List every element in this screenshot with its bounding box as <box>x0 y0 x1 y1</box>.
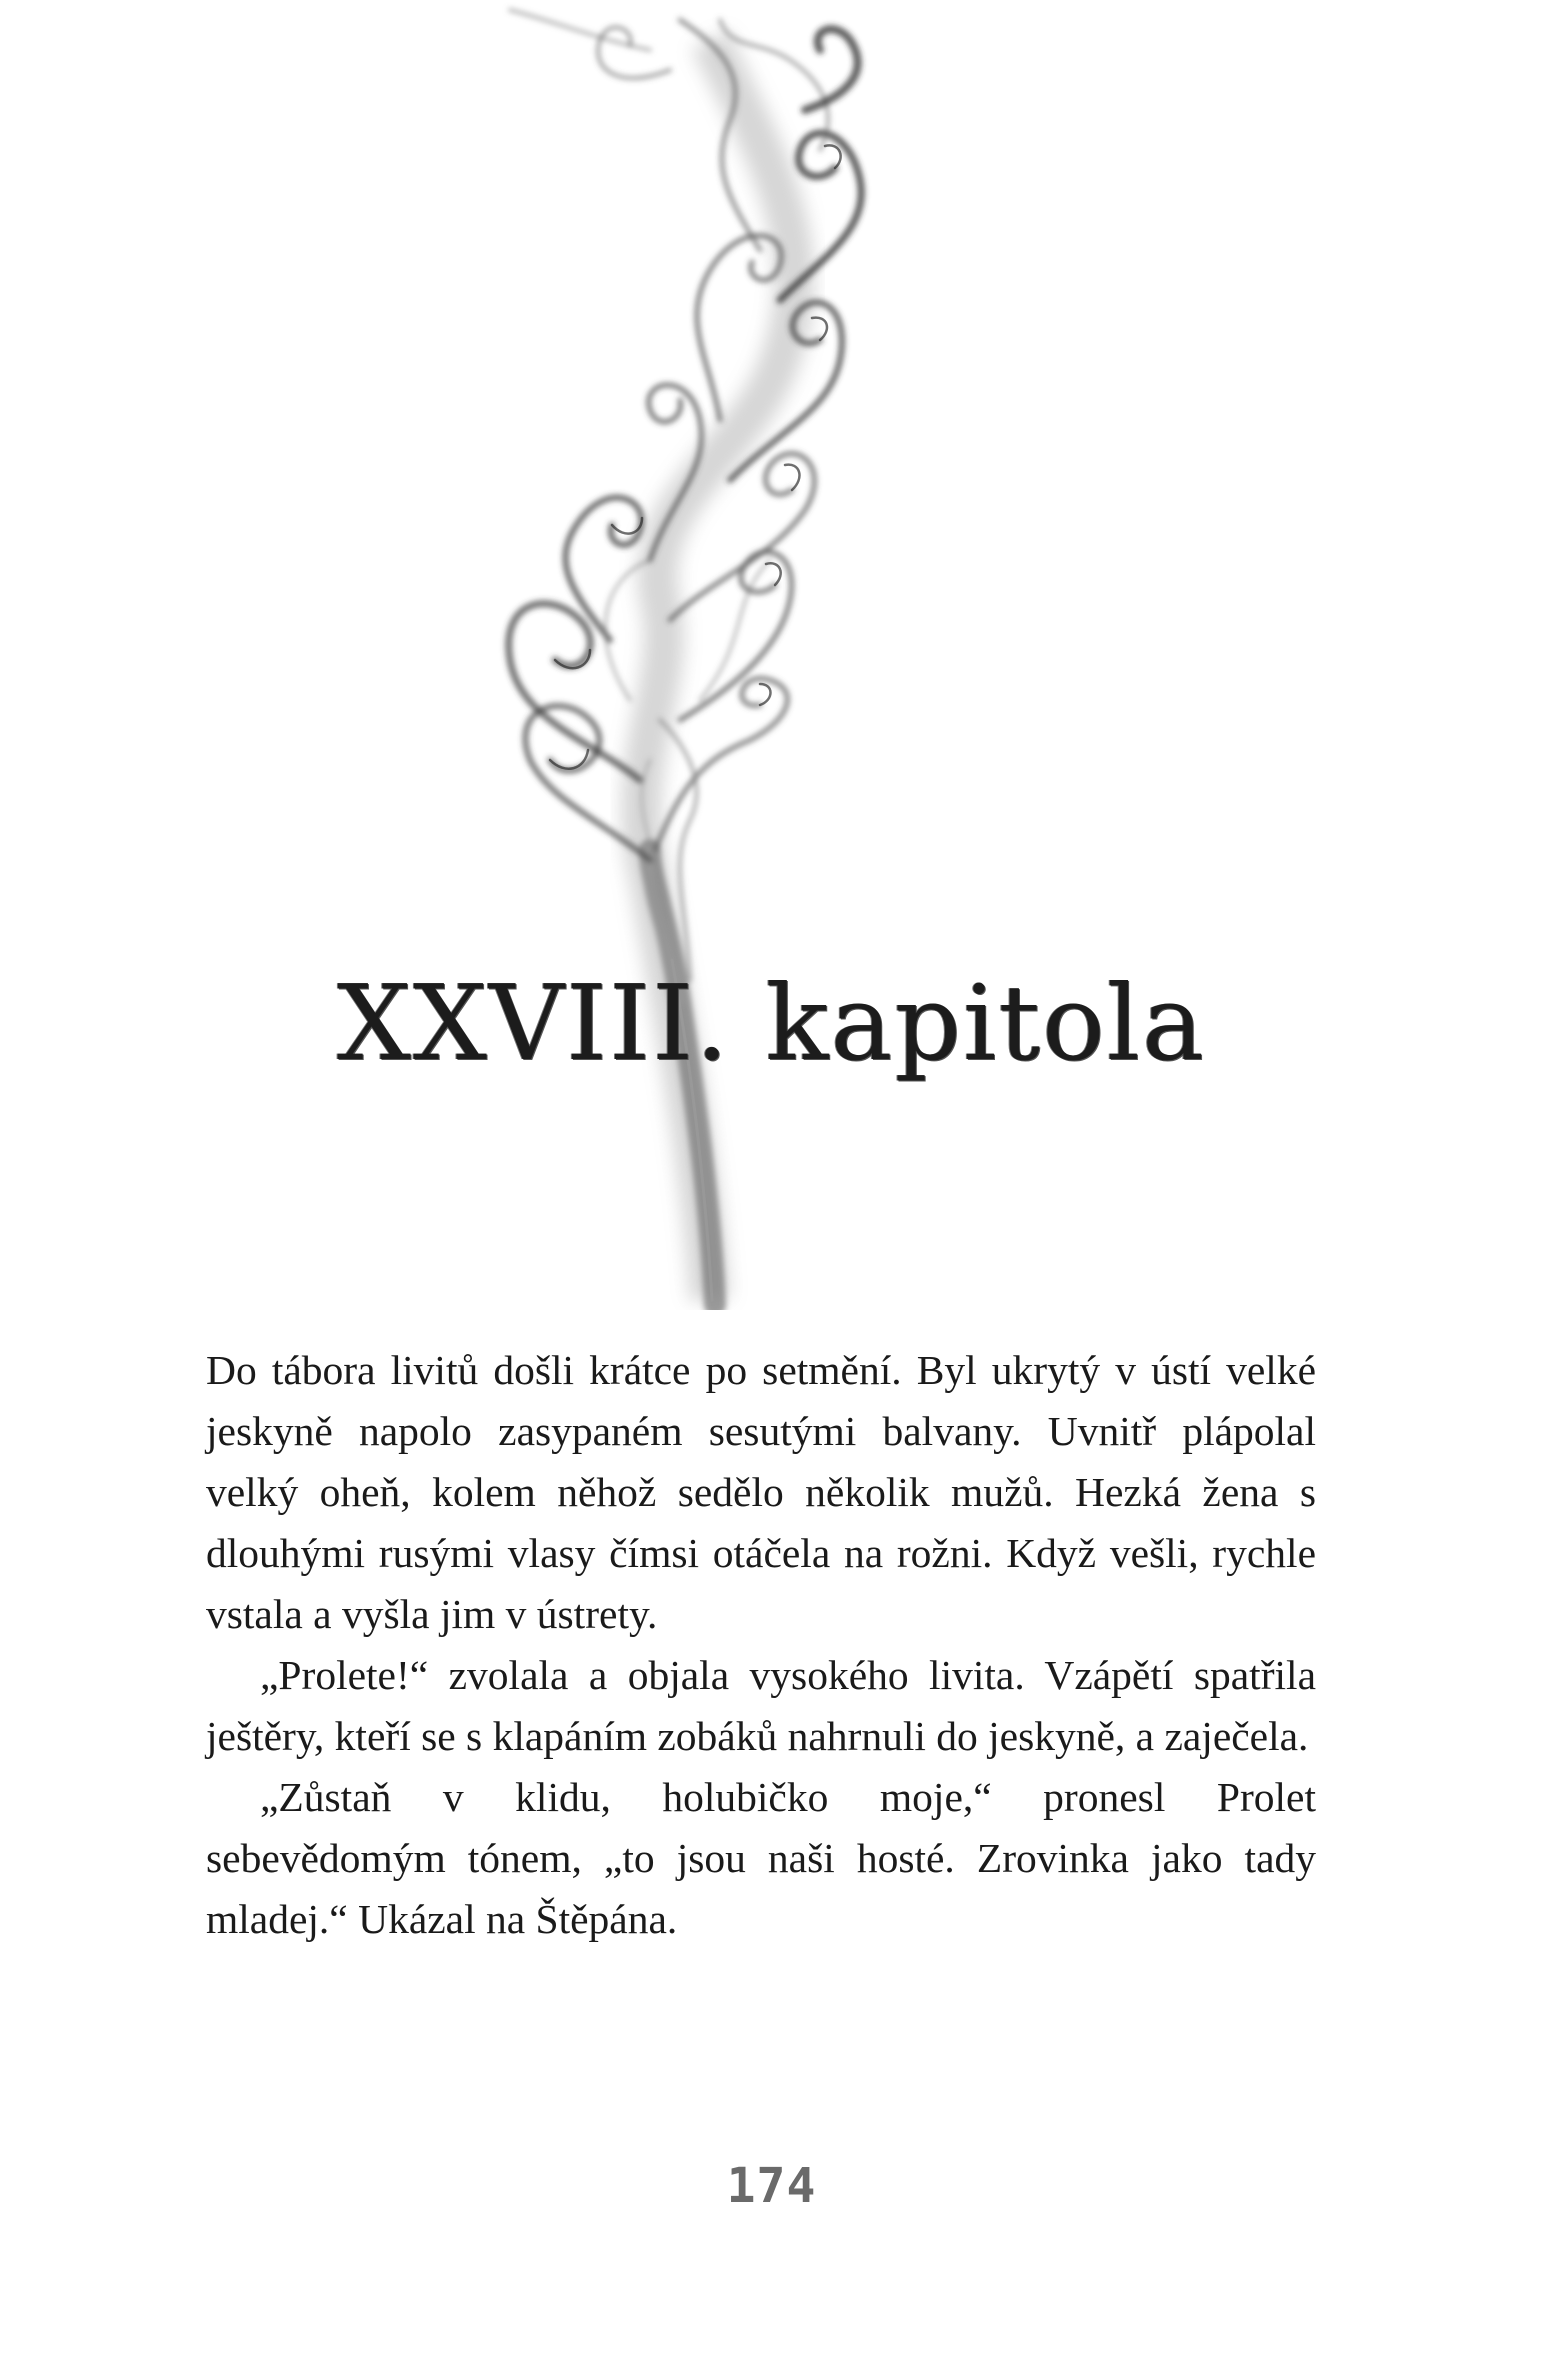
paragraph-1: Do tábora livitů došli krátce po setmění. Byl ukrytý v ústí velké jeskyně napolo zasypaném sesutými balvany. Uvnitř plápolal velký oheň, kolem něhož sedělo několik mužů. Hezká žena s dlouhými rusými vlasy čímsi otáčela na rožni. Když vešli, rychle vstala a vyšla jim v ústrety. <box>206 1347 1316 1637</box>
chapter-body <box>206 1340 1316 1950</box>
page-number: 174 <box>726 2158 817 2214</box>
paragraph-3: „Zůstaň v klidu, holubičko moje,“ pronesl Prolet sebevědomým tónem, „to jsou naši hosté. Zrovinka jako tady mladej.“ Ukázal na Štěpána. <box>206 1774 1316 1942</box>
smoke-illustration <box>350 0 1470 1310</box>
paragraph-2: „Prolete!“ zvolala a objala vysokého livita. Vzápětí spatřila ještěry, kteří se s klapáním zobáků nahrnuli do jeskyně, a zaječela. <box>206 1652 1316 1759</box>
chapter-title: XXVIII. kapitola <box>336 962 1207 1084</box>
